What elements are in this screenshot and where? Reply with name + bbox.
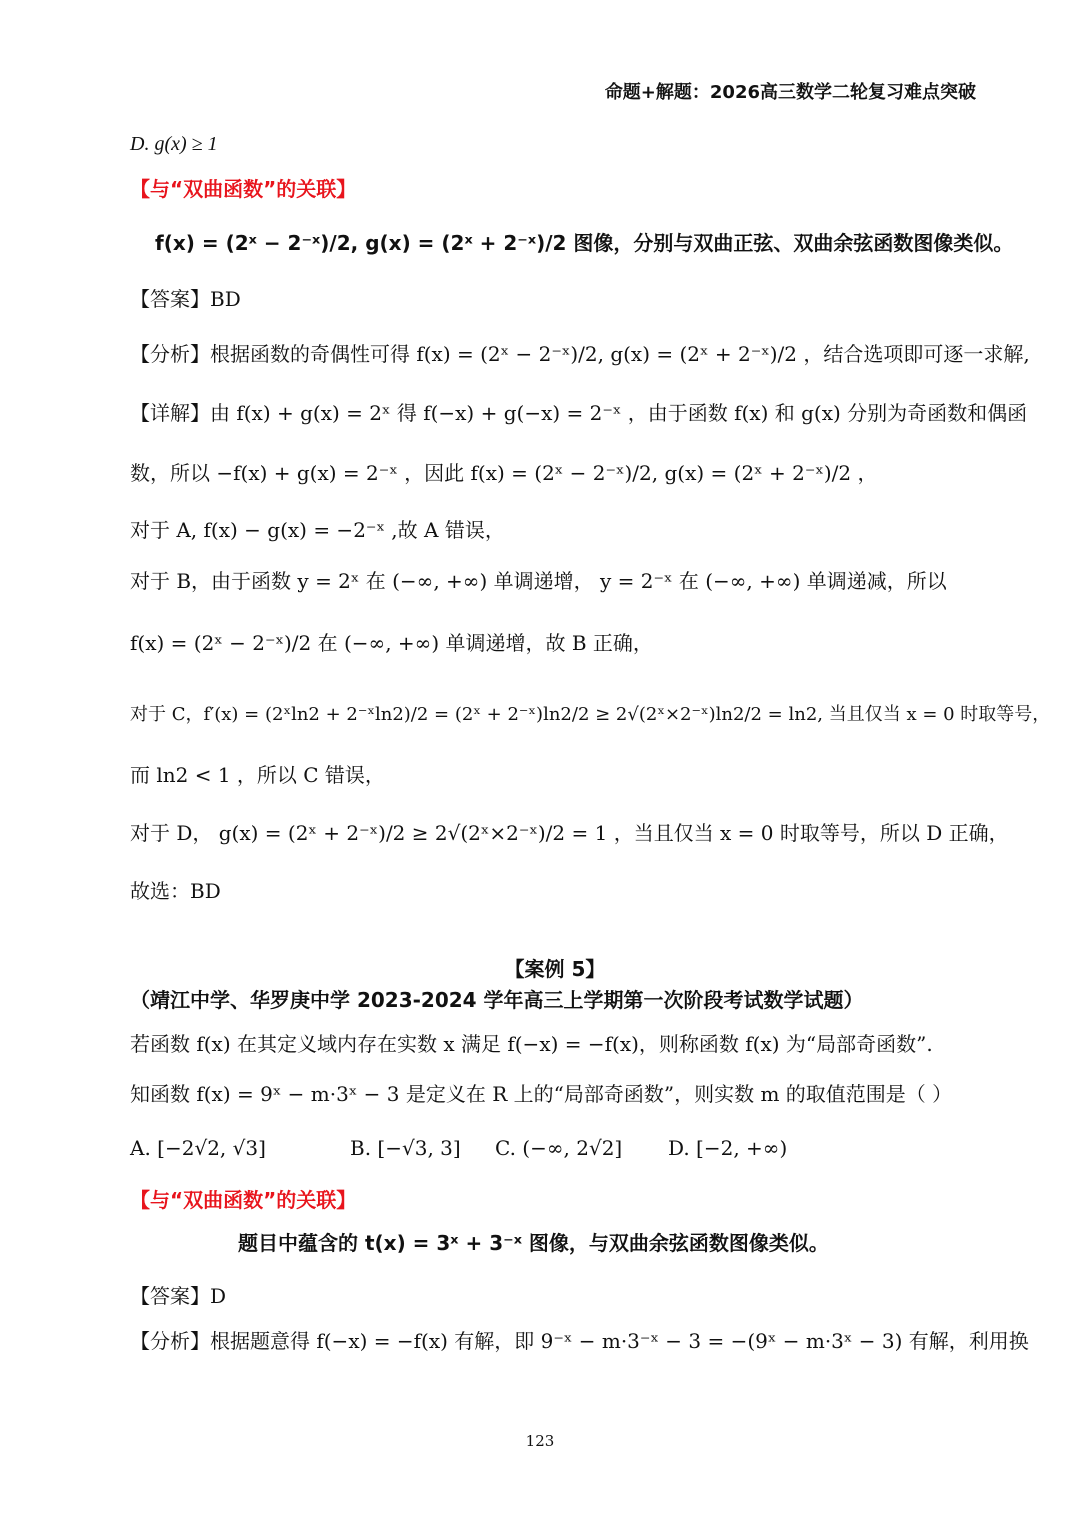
detail-option-c-2: 而 ln2 < 1 ，所以 C 错误， (130, 763, 385, 787)
section-hyperbolic-link-1: 【与“双曲函数”的关联】 (130, 177, 357, 201)
analysis-2: 【分析】根据题意得 f(−x) = −f(x) 有解，即 9⁻ˣ − m·3⁻ˣ − 3 = −(9ˣ − m·3ˣ − 3) 有解，利用换 (130, 1329, 1029, 1353)
choice-result: 故选：BD (130, 879, 221, 903)
detail-option-b: 对于 B，由于函数 y = 2ˣ 在 (−∞, +∞) 单调递增， y = 2⁻ˣ 在 (−∞, +∞) 单调递减，所以 (130, 569, 947, 593)
problem-text-2: 知函数 f(x) = 9ˣ − m·3ˣ − 3 是定义在 R 上的“局部奇函数”，则实数 m 的取值范围是（ ） (130, 1082, 953, 1106)
option-c: C. (−∞, 2√2] (495, 1136, 623, 1160)
analysis-1: 【分析】根据函数的奇偶性可得 f(x) = (2ˣ − 2⁻ˣ)/2, g(x) = (2ˣ + 2⁻ˣ)/2 ，结合选项即可逐一求解, (130, 342, 1030, 366)
running-header: 命题+解题：2026高三数学二轮复习难点突破 (604, 82, 976, 103)
hyperbolic-link-text-2: 题目中蕴含的 t(x) = 3ˣ + 3⁻ˣ 图像，与双曲余弦函数图像类似。 (238, 1231, 829, 1255)
detail-option-b-2: f(x) = (2ˣ − 2⁻ˣ)/2 在 (−∞, +∞) 单调递增，故 B 正确， (130, 631, 653, 655)
detail-1: 【详解】由 f(x) + g(x) = 2ˣ 得 f(−x) + g(−x) = 2⁻ˣ ，由于函数 f(x) 和 g(x) 分别为奇函数和偶函 (130, 401, 1028, 425)
case-title: 【案例 5】 (504, 957, 606, 981)
problem-text-1: 若函数 f(x) 在其定义域内存在实数 x 满足 f(−x) = −f(x)，则称函数 f(x) 为“局部奇函数”. (130, 1032, 933, 1056)
detail-option-c: 对于 C，f′(x) = (2ˣln2 + 2⁻ˣln2)/2 = (2ˣ + 2⁻ˣ)ln2/2 ≥ 2√(2ˣ×2⁻ˣ)ln2/2 = ln2, 当且仅当 x = 0 时取等号， (130, 704, 1051, 725)
detail-2: 数，所以 −f(x) + g(x) = 2⁻ˣ ，因此 f(x) = (2ˣ − 2⁻ˣ)/2, g(x) = (2ˣ + 2⁻ˣ)/2 ， (130, 461, 878, 485)
option-a: A. [−2√2, √3] (130, 1136, 266, 1160)
detail-option-a: 对于 A, f(x) − g(x) = −2⁻ˣ ,故 A 错误， (130, 518, 505, 542)
option-b: B. [−√3, 3] (350, 1136, 461, 1160)
answer-2: 【答案】D (130, 1284, 227, 1308)
answer-1: 【答案】BD (130, 287, 241, 311)
hyperbolic-link-text-1: f(x) = (2ˣ − 2⁻ˣ)/2, g(x) = (2ˣ + 2⁻ˣ)/2 图像，分别与双曲正弦、双曲余弦函数图像类似。 (155, 231, 1014, 255)
section-hyperbolic-link-2: 【与“双曲函数”的关联】 (130, 1188, 357, 1212)
case-source: （靖江中学、华罗庚中学 2023-2024 学年高三上学期第一次阶段考试数学试题） (130, 988, 864, 1012)
option-d-previous: D. g(x) ≥ 1 (130, 133, 218, 155)
detail-option-d: 对于 D， g(x) = (2ˣ + 2⁻ˣ)/2 ≥ 2√(2ˣ×2⁻ˣ)/2 = 1 ，当且仅当 x = 0 时取等号，所以 D 正确， (130, 821, 1009, 845)
option-d: D. [−2, +∞) (668, 1136, 788, 1160)
page-number: 123 (525, 1432, 555, 1450)
